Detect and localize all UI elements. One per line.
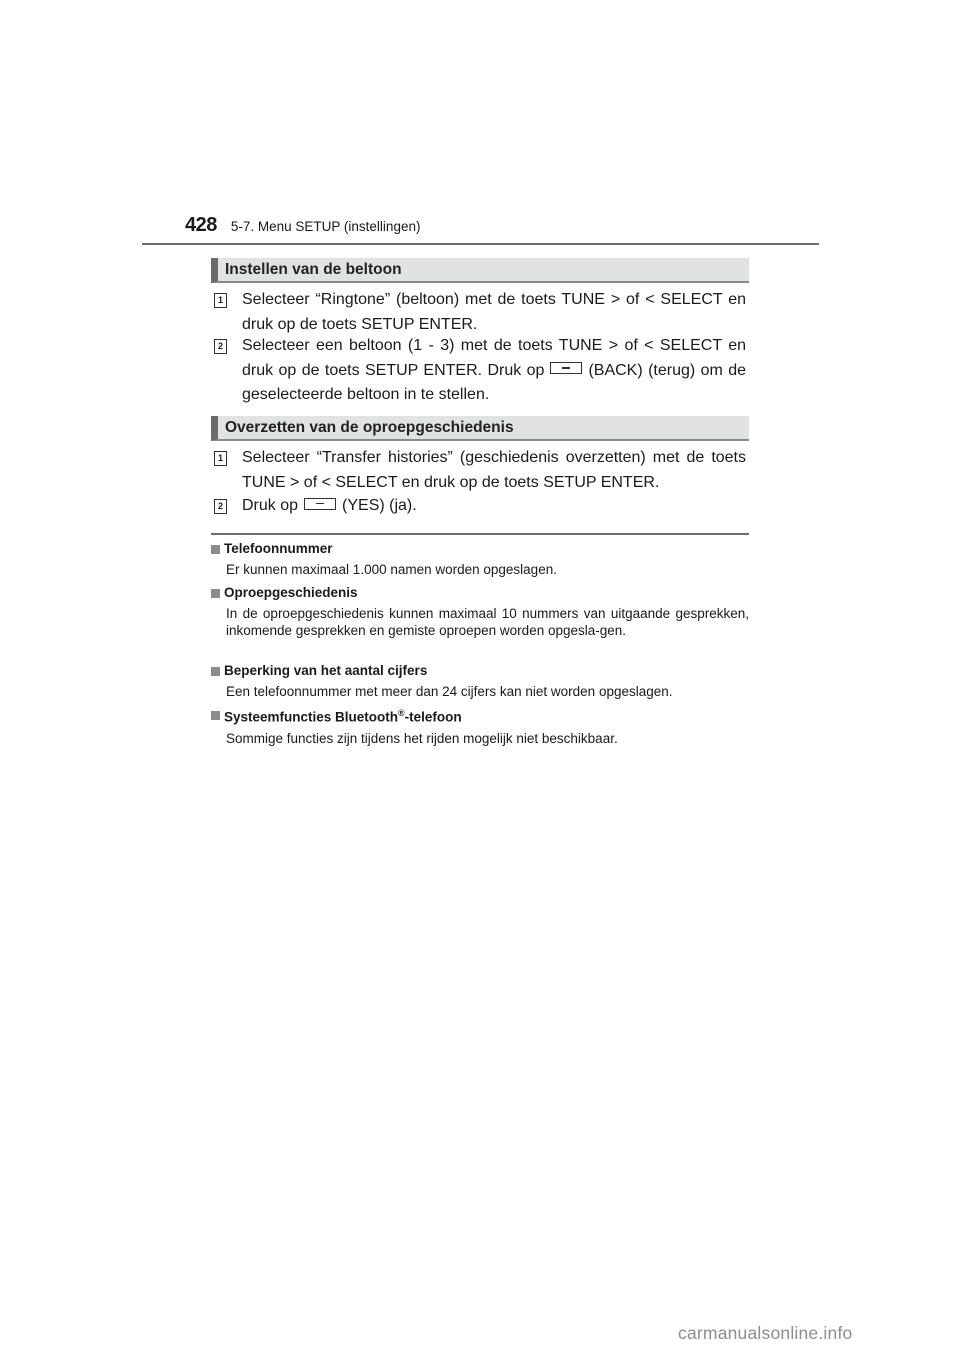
step-number-badge: 1 xyxy=(214,293,227,308)
note-body: Een telefoonnummer met meer dan 24 cijfers kan niet worden opgeslagen. xyxy=(226,684,673,699)
note-title: Telefoonnummer xyxy=(224,541,333,556)
step-text-before: Druk op xyxy=(242,497,299,514)
step-number-badge: 2 xyxy=(214,499,227,514)
square-bullet-icon xyxy=(211,545,220,554)
square-bullet-icon xyxy=(211,711,220,720)
step-number-badge: 1 xyxy=(214,451,227,466)
section-heading-call-history xyxy=(211,416,749,441)
step-text xyxy=(242,494,746,519)
header-divider xyxy=(142,243,819,245)
section-heading-ringtone xyxy=(211,258,749,283)
step-text: Selecteer “Transfer histories” (geschiedenis overzetten) met de toets TUNE > of < SELECT en druk op de toets SETUP ENTER. xyxy=(242,449,746,491)
watermark: carmanualsonline.info xyxy=(678,1323,853,1343)
note-call-history xyxy=(211,584,749,639)
step-1-transfer xyxy=(214,446,746,495)
step-number-badge: 2 xyxy=(214,339,227,354)
section-reference: 5-7. Menu SETUP (instellingen) xyxy=(230,219,421,234)
section-title: Overzetten van de oproepgeschiedenis xyxy=(225,418,514,436)
note-body: Er kunnen maximaal 1.000 namen worden opgeslagen. xyxy=(226,562,557,577)
step-text xyxy=(242,334,746,408)
note-body: Sommige functies zijn tijdens het rijden mogelijk niet beschikbaar. xyxy=(226,730,618,746)
step-text: Selecteer “Ringtone” (beltoon) met de toets TUNE > of < SELECT en druk op de toets SETUP ENTER. xyxy=(242,291,746,333)
section-title: Instellen van de beltoon xyxy=(225,260,402,278)
back-button-icon xyxy=(550,362,582,374)
note-body: In de oproepgeschiedenis kunnen maximaal 10 nummers van uitgaande gesprekken, inkomende gesprekken en gemiste oproepen worden opgesla-gen. xyxy=(226,606,749,638)
notes-divider xyxy=(211,533,749,535)
step-2-ringtone xyxy=(214,334,746,408)
page-number: 428 xyxy=(185,214,217,236)
step-text-after: (BACK) (terug) om de geselecteerde beltoon in te stellen. xyxy=(242,361,746,403)
yes-button-icon xyxy=(304,498,336,510)
step-2-transfer xyxy=(214,494,746,519)
step-1-ringtone xyxy=(214,288,746,337)
square-bullet-icon xyxy=(211,589,220,598)
step-text-after: (YES) (ja). xyxy=(342,497,417,514)
note-phone-number xyxy=(211,540,749,579)
square-bullet-icon xyxy=(211,667,220,676)
note-title: Systeemfuncties Bluetooth®-telefoon xyxy=(224,708,462,725)
note-title: Oproepgeschiedenis xyxy=(224,585,358,600)
step-text-before: Selecteer een beltoon (1 - 3) met de toets TUNE > of < SELECT en druk op de toets SETUP ENTER. Druk op xyxy=(242,337,746,379)
note-title: Beperking van het aantal cijfers xyxy=(224,663,428,678)
note-digit-limit xyxy=(211,662,749,701)
note-bluetooth-functions xyxy=(211,704,749,748)
